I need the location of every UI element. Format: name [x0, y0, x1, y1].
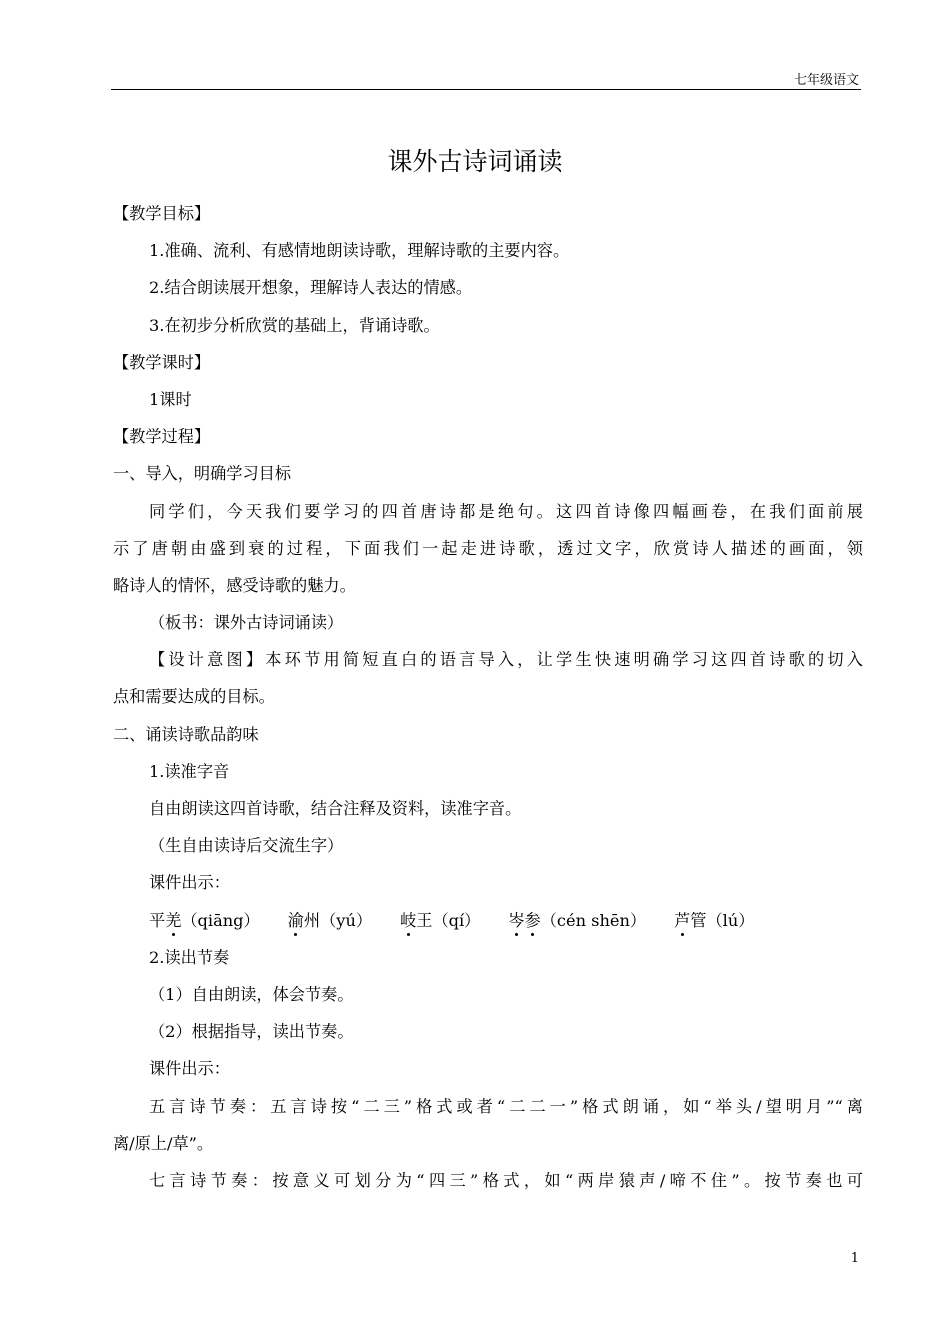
- page-number: 1: [850, 1251, 859, 1266]
- header-rule: [111, 89, 861, 90]
- hours-value: 1课时: [149, 389, 192, 409]
- emphasis-dot-char: 芦: [674, 902, 690, 939]
- board-note: （板书：课外古诗词诵读）: [149, 613, 344, 633]
- section-2-heading: 二、诵读诗歌品韵味: [113, 724, 259, 744]
- process-heading: 【教学过程】: [113, 427, 211, 447]
- document-body: [113, 195, 863, 1199]
- slides-label-2: 课件出示：: [149, 1059, 230, 1079]
- design-line-2: 点和需要达成的目标。: [113, 687, 275, 707]
- goal-heading: 【教学目标】: [113, 204, 211, 223]
- goal-item-3: 3.在初步分析欣赏的基础上，背诵诗歌。: [149, 315, 440, 335]
- pinyin-item: 芦管（lú）: [674, 902, 754, 939]
- emphasis-dot-char: 参: [525, 902, 541, 939]
- emphasis-dot-char: 羌: [165, 902, 181, 939]
- intro-line-3: 略诗人的情怀，感受诗歌的魅力。: [113, 575, 356, 595]
- step-2-item-1: （1）自由朗读，体会节奏。: [149, 984, 354, 1004]
- goal-item-2: 2.结合朗读展开想象，理解诗人表达的情感。: [149, 278, 473, 298]
- page-title: 课外古诗词诵读: [387, 147, 563, 176]
- intro-line-2: 示了唐朝由盛到衰的过程，下面我们一起走进诗歌，透过文字，欣赏诗人描述的画面，领: [113, 538, 863, 558]
- design-line-1: 【设计意图】本环节用简短直白的语言导入，让学生快速明确学习这四首诗歌的切入: [149, 650, 863, 670]
- emphasis-dot-char: 岐: [400, 902, 416, 939]
- step-2-heading: 2.读出节奏: [149, 947, 230, 967]
- running-header: 七年级语文: [793, 73, 859, 88]
- step-1-heading: 1.读准字音: [149, 761, 230, 781]
- five-char-rhythm-line-1: 五言诗节奏：五言诗按“二三”格式或者“二二一”格式朗诵，如“举头/望明月”“离: [149, 1096, 863, 1116]
- seven-char-rhythm-line-1: 七言诗节奏：按意义可划分为“四三”格式，如“两岸猿声/啼不住”。按节奏也可: [149, 1170, 863, 1190]
- step-1-description: 自由朗读这四首诗歌，结合注释及资料，读准字音。: [149, 799, 522, 818]
- step-2-item-2: （2）根据指导，读出节奏。: [149, 1022, 354, 1042]
- pinyin-item: 岐王（qí）: [400, 902, 480, 939]
- hours-heading: 【教学课时】: [113, 352, 211, 372]
- goal-item-1: 1.准确、流利、有感情地朗读诗歌，理解诗歌的主要内容。: [149, 241, 570, 261]
- section-1-heading: 一、导入，明确学习目标: [113, 464, 292, 484]
- pinyin-list: [113, 902, 863, 939]
- slides-label-1: 课件出示：: [149, 873, 230, 893]
- emphasis-dot-char: 渝: [288, 902, 304, 939]
- pinyin-item: 渝州（yú）: [288, 902, 372, 939]
- intro-line-1: 同学们，今天我们要学习的四首唐诗都是绝句。这四首诗像四幅画卷，在我们面前展: [149, 501, 863, 521]
- step-1-note: （生自由读诗后交流生字）: [149, 836, 344, 856]
- pinyin-item: 岑参（cén shēn）: [508, 902, 646, 939]
- pinyin-item: 平羌（qiāng）: [149, 902, 260, 939]
- emphasis-dot-char: 岑: [508, 902, 524, 939]
- five-char-rhythm-line-2: 离/原上/草”。: [113, 1133, 214, 1153]
